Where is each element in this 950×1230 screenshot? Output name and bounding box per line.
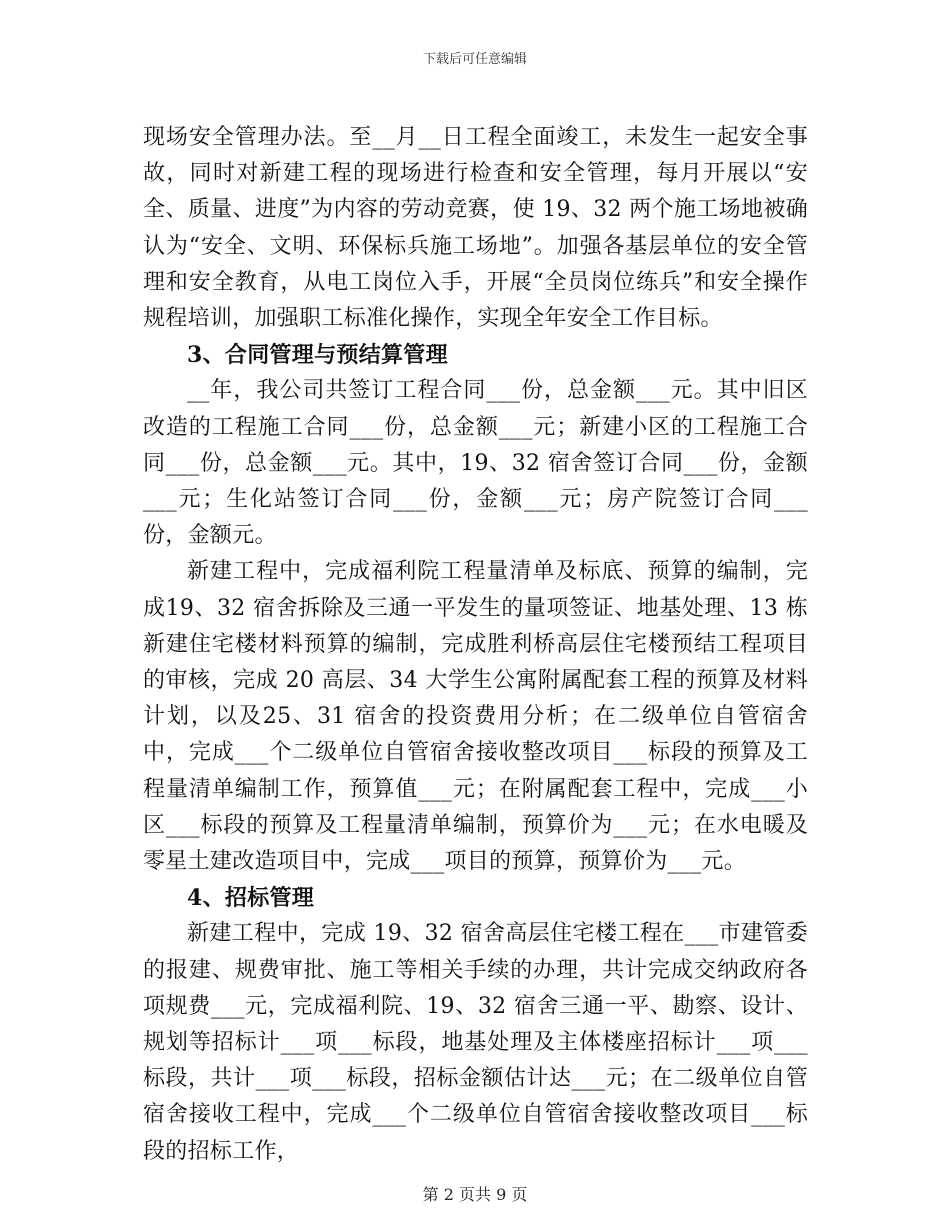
paragraph-safety-management: 现场安全管理办法。至__月__日工程全面竣工，未发生一起安全事故，同时对新建工程的现场进行检查和安全管理，每月开展以“安全、质量、进度”为内容的劳动竞赛，使 19、32 两个施工场地被确认为“安全、文明、环保标兵施工场地”。加强各基层单位的安全管理和安全教育，从电工岗位入手，开展“全员岗位练兵”和安全操作规程培训，加强职工标准化操作，实现全年安全工作目标。: [143, 125, 808, 332]
page-number: 第 2 页共 9 页: [422, 1185, 528, 1204]
document-body: [143, 120, 808, 1170]
paragraph-bidding-work: 新建工程中，完成 19、32 宿舍高层住宅楼工程在___市建管委的报建、规费审批、施工等相关手续的办理，共计完成交纳政府各项规费___元，完成福利院、19、32 宿舍三通一平、勘察、设计、规划等招标计___项___标段，地基处理及主体楼座招标计___项___标段，共计___项___标段，招标金额估计达___元；在二级单位自管宿舍接收工程中，完成___个二级单位自管宿舍接收整改项目___标段的招标工作，: [143, 921, 808, 1164]
page-header: 下载后可任意编辑: [422, 52, 527, 67]
section-heading-contract-management: 3、合同管理与预结算管理: [187, 342, 448, 369]
paragraph-contract-summary: __年，我公司共签订工程合同___份，总金额___元。其中旧区改造的工程施工合同___份，总金额___元；新建小区的工程施工合同___份，总金额___元。其中，19、32 宿舍签订合同___份，金额___元；生化站签订合同___份，金额___元；房产院签订合同___份，金额元。: [143, 378, 808, 549]
paragraph-budget-work: 新建工程中，完成福利院工程量清单及标底、预算的编制，完成19、32 宿舍拆除及三通一平发生的量项签证、地基处理、13 栋新建住宅楼材料预算的编制，完成胜利桥高层住宅楼预结工程项目的审核，完成 20 高层、34 大学生公寓附属配套工程的预算及材料计划，以及25、31 宿舍的投资费用分析；在二级单位自管宿舍中，完成___个二级单位自管宿舍接收整改项目___标段的预算及工程量清单编制工作，预算值___元；在附属配套工程中，完成___小区___标段的预算及工程量清单编制，预算价为___元；在水电暖及零星土建改造项目中，完成___项目的预算，预算价为___元。: [143, 559, 808, 875]
section-heading-bidding-management: 4、招标管理: [187, 885, 315, 912]
